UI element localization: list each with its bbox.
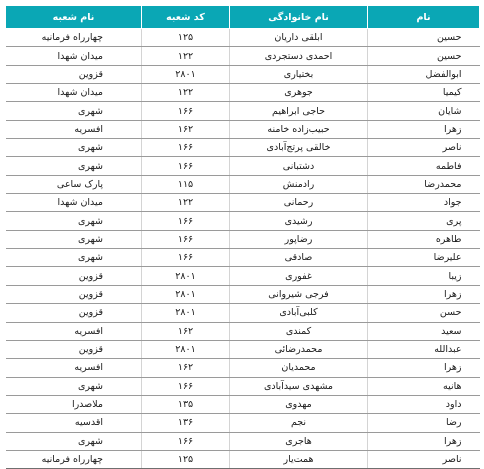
cell-branch: شهری	[6, 230, 142, 248]
cell-family: احمدی دستجردی	[230, 47, 368, 65]
table-row	[6, 65, 480, 83]
cell-family: حبیب‌زاده خامنه	[230, 120, 368, 138]
table-row	[6, 194, 480, 212]
cell-code: ۱۳۵	[142, 395, 230, 413]
cell-branch: شهری	[6, 102, 142, 120]
cell-code: ۱۶۶	[142, 249, 230, 267]
cell-name: پری	[368, 212, 480, 230]
cell-branch: چهارراه فرمانیه	[6, 29, 142, 47]
cell-branch: شهری	[6, 212, 142, 230]
cell-name: حسین	[368, 47, 480, 65]
cell-branch: شهری	[6, 157, 142, 175]
table-row	[6, 139, 480, 157]
cell-family: محمدرضائی	[230, 340, 368, 358]
cell-branch: میدان شهدا	[6, 47, 142, 65]
cell-name: حسین	[368, 29, 480, 47]
table-row	[6, 432, 480, 450]
cell-family: کلبی‌آبادی	[230, 304, 368, 322]
cell-code: ۱۶۶	[142, 432, 230, 450]
cell-branch: پارک ساعی	[6, 175, 142, 193]
cell-code: ۱۲۵	[142, 29, 230, 47]
table-row	[6, 304, 480, 322]
cell-name: زهرا	[368, 285, 480, 303]
table-container	[5, 5, 479, 469]
cell-code: ۱۲۲	[142, 194, 230, 212]
table-row	[6, 359, 480, 377]
cell-family: دشتبانی	[230, 157, 368, 175]
cell-family: حاجی ابراهیم	[230, 102, 368, 120]
table-row	[6, 175, 480, 193]
table-row	[6, 267, 480, 285]
cell-name: عبدالله	[368, 340, 480, 358]
table-row	[6, 84, 480, 102]
cell-branch: افسریه	[6, 359, 142, 377]
table-row	[6, 414, 480, 432]
cell-branch: شهری	[6, 139, 142, 157]
cell-name: محمدرضا	[368, 175, 480, 193]
cell-code: ۲۸۰۱	[142, 304, 230, 322]
cell-family: رضاپور	[230, 230, 368, 248]
cell-code: ۱۶۶	[142, 212, 230, 230]
cell-branch: افسریه	[6, 120, 142, 138]
table-row	[6, 249, 480, 267]
cell-family: بختیاری	[230, 65, 368, 83]
cell-branch: چهارراه فرمانیه	[6, 450, 142, 468]
cell-code: ۲۸۰۱	[142, 340, 230, 358]
cell-family: خالقی پرتج‌آبادی	[230, 139, 368, 157]
cell-branch: قزوین	[6, 65, 142, 83]
table-row	[6, 285, 480, 303]
cell-name: ابوالفضل	[368, 65, 480, 83]
cell-branch: میدان شهدا	[6, 84, 142, 102]
header-name: نام	[368, 6, 480, 29]
cell-name: زهرا	[368, 432, 480, 450]
cell-name: داود	[368, 395, 480, 413]
cell-family: فرجی شیروانی	[230, 285, 368, 303]
cell-branch: قزوین	[6, 304, 142, 322]
header-code: کد شعبه	[142, 6, 230, 29]
cell-branch: قزوین	[6, 285, 142, 303]
cell-branch: اقدسیه	[6, 414, 142, 432]
cell-name: زیبا	[368, 267, 480, 285]
table-row	[6, 212, 480, 230]
cell-name: جواد	[368, 194, 480, 212]
cell-code: ۱۶۶	[142, 377, 230, 395]
cell-name: شایان	[368, 102, 480, 120]
table-body	[6, 29, 480, 469]
cell-branch: افسریه	[6, 322, 142, 340]
cell-code: ۱۶۶	[142, 230, 230, 248]
cell-family: رحمانی	[230, 194, 368, 212]
cell-family: نجم	[230, 414, 368, 432]
cell-name: رضا	[368, 414, 480, 432]
cell-family: جوهری	[230, 84, 368, 102]
cell-branch: قزوین	[6, 340, 142, 358]
branch-staff-table	[5, 5, 480, 469]
cell-code: ۲۸۰۱	[142, 65, 230, 83]
header-row	[6, 6, 480, 29]
table-row	[6, 395, 480, 413]
cell-name: طاهره	[368, 230, 480, 248]
header-branch: نام شعبه	[6, 6, 142, 29]
cell-family: ابلقی داریان	[230, 29, 368, 47]
cell-code: ۱۶۲	[142, 359, 230, 377]
table-row	[6, 120, 480, 138]
cell-code: ۱۶۶	[142, 102, 230, 120]
cell-code: ۲۸۰۱	[142, 267, 230, 285]
cell-name: زهرا	[368, 120, 480, 138]
cell-code: ۱۶۲	[142, 322, 230, 340]
cell-code: ۲۸۰۱	[142, 285, 230, 303]
cell-code: ۱۲۲	[142, 47, 230, 65]
cell-name: زهرا	[368, 359, 480, 377]
cell-branch: شهری	[6, 377, 142, 395]
table-row	[6, 47, 480, 65]
table-row	[6, 29, 480, 47]
table-row	[6, 230, 480, 248]
cell-name: هانیه	[368, 377, 480, 395]
table-row	[6, 450, 480, 468]
cell-family: صادقی	[230, 249, 368, 267]
cell-code: ۱۲۵	[142, 450, 230, 468]
table-row	[6, 377, 480, 395]
cell-name: ناصر	[368, 450, 480, 468]
cell-code: ۱۲۲	[142, 84, 230, 102]
cell-name: کیمیا	[368, 84, 480, 102]
cell-branch: ملاصدرا	[6, 395, 142, 413]
cell-code: ۱۶۶	[142, 139, 230, 157]
table-row	[6, 340, 480, 358]
table-row	[6, 157, 480, 175]
cell-name: حسن	[368, 304, 480, 322]
cell-family: کمندی	[230, 322, 368, 340]
header-family: نام خانوادگی	[230, 6, 368, 29]
table-row	[6, 322, 480, 340]
cell-code: ۱۶۲	[142, 120, 230, 138]
cell-branch: میدان شهدا	[6, 194, 142, 212]
table-row	[6, 102, 480, 120]
cell-code: ۱۳۶	[142, 414, 230, 432]
cell-family: هاجری	[230, 432, 368, 450]
cell-branch: شهری	[6, 249, 142, 267]
cell-family: رادمنش	[230, 175, 368, 193]
cell-name: علیرضا	[368, 249, 480, 267]
cell-family: غفوری	[230, 267, 368, 285]
cell-family: محمدیان	[230, 359, 368, 377]
cell-code: ۱۶۶	[142, 157, 230, 175]
cell-name: فاطمه	[368, 157, 480, 175]
cell-name: سعید	[368, 322, 480, 340]
cell-name: ناصر	[368, 139, 480, 157]
cell-branch: قزوین	[6, 267, 142, 285]
cell-code: ۱۱۵	[142, 175, 230, 193]
cell-branch: شهری	[6, 432, 142, 450]
cell-family: مهدوی	[230, 395, 368, 413]
table-header	[6, 6, 480, 29]
cell-family: مشهدی سیدآبادی	[230, 377, 368, 395]
cell-family: همت‌یار	[230, 450, 368, 468]
cell-family: رشیدی	[230, 212, 368, 230]
